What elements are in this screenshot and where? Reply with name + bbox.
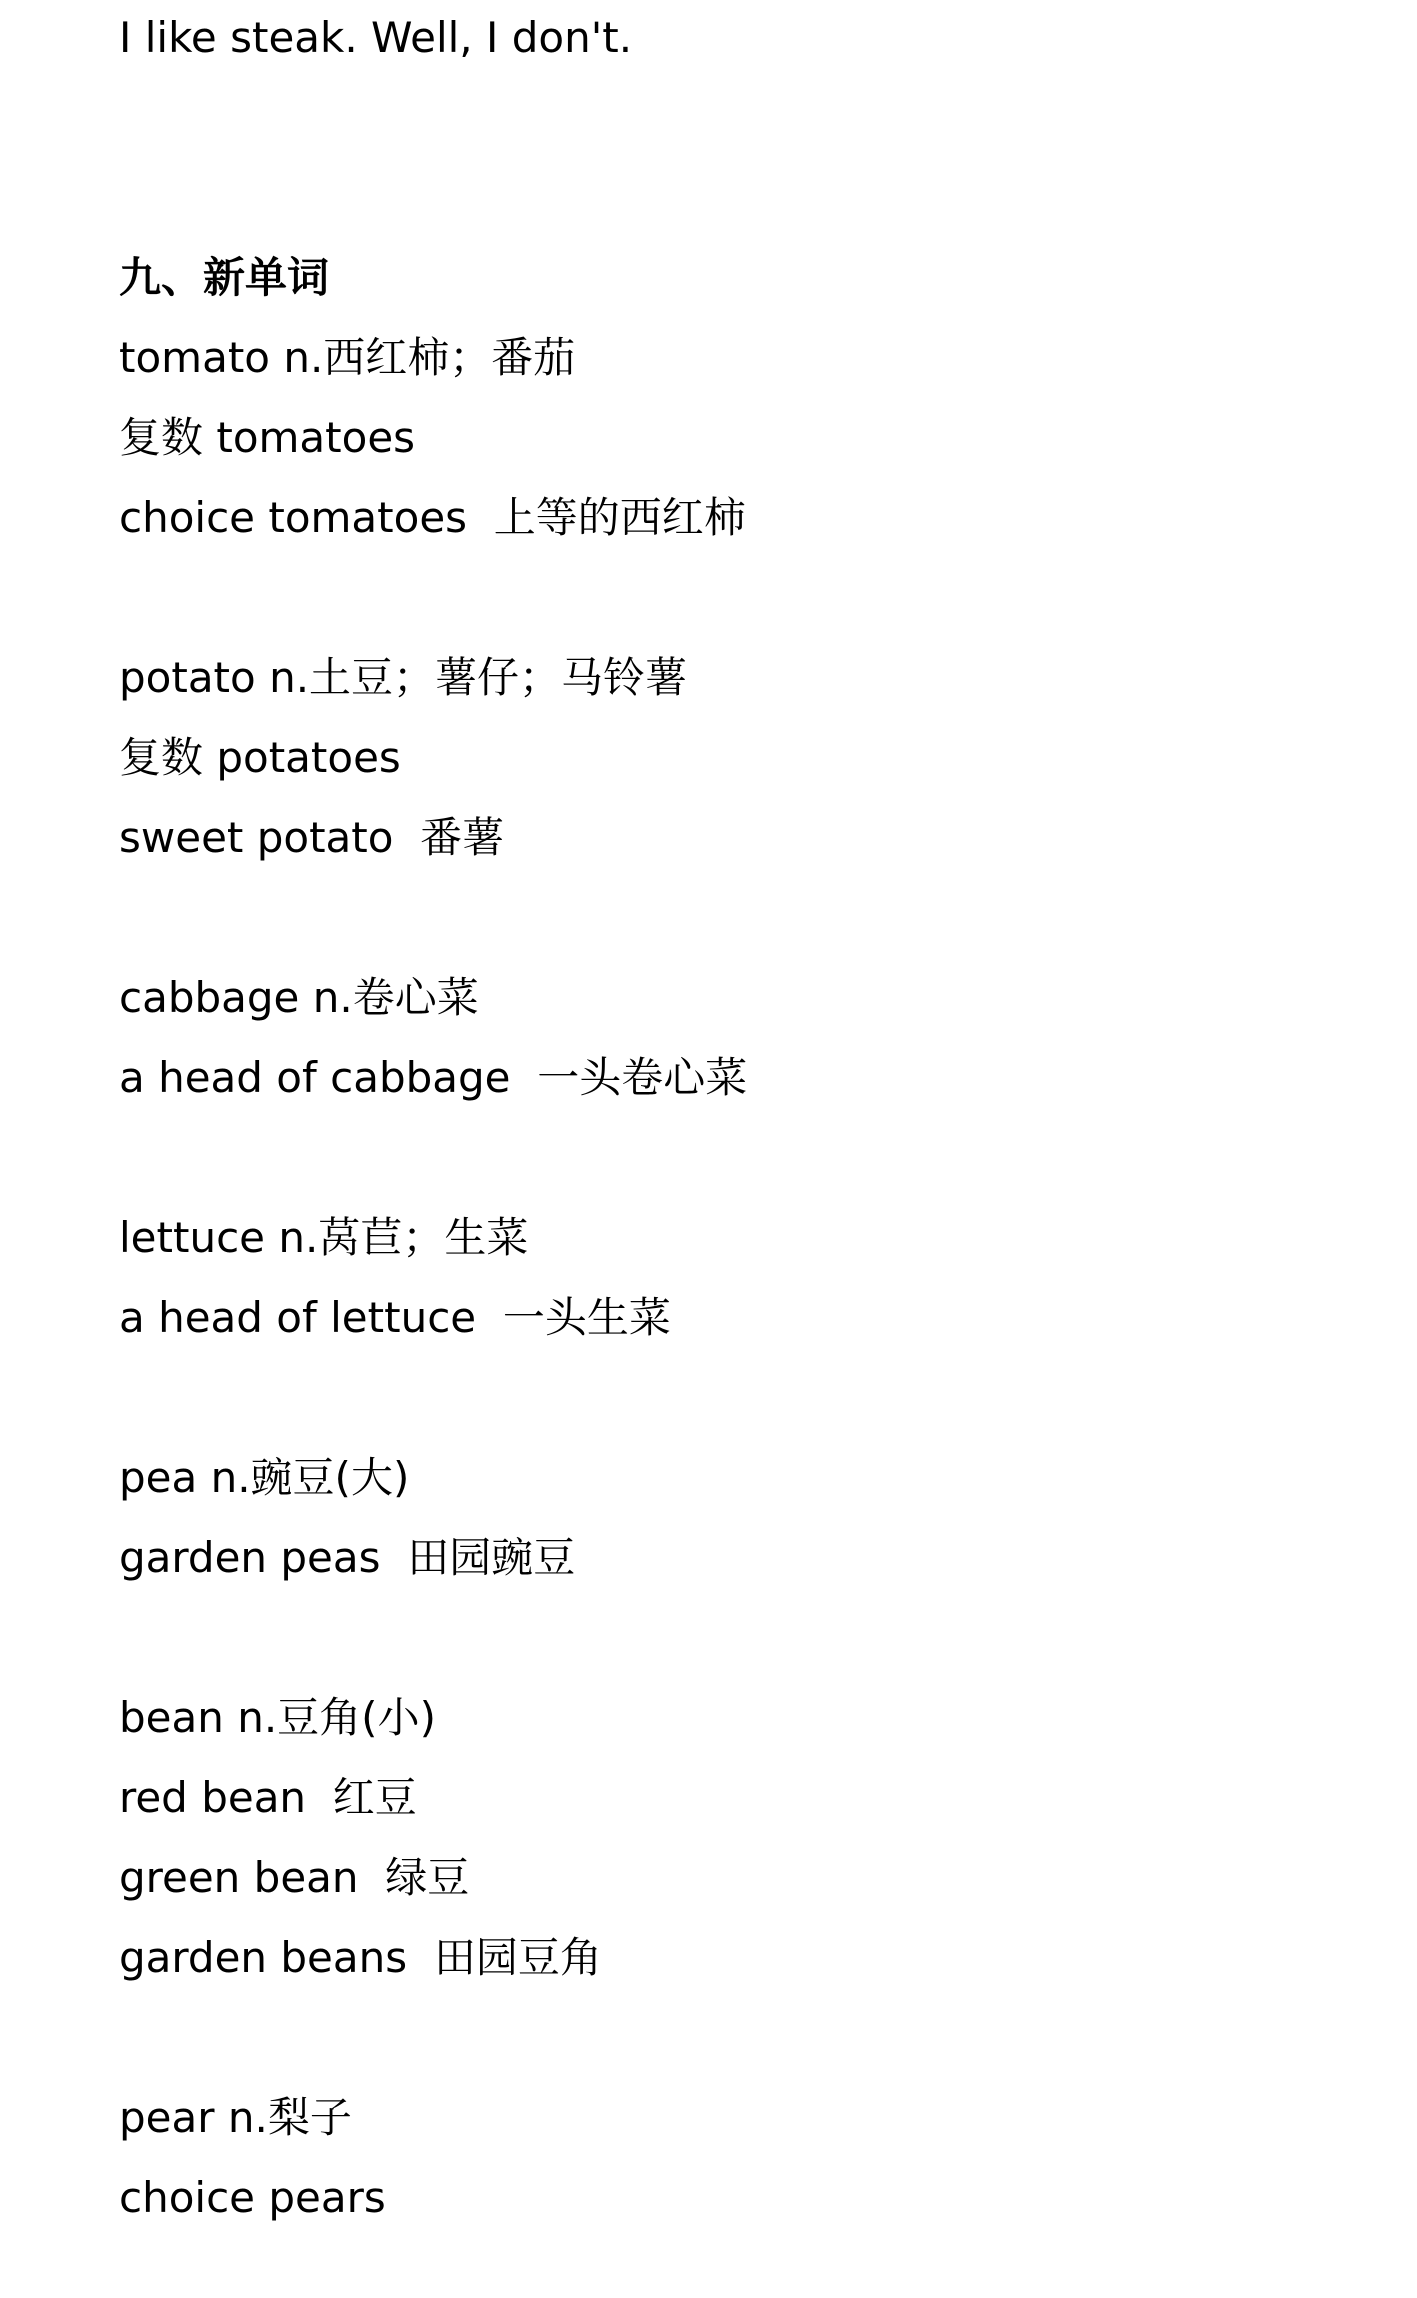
intro-line: I like steak. Well, I don't. — [119, 13, 633, 62]
vocab-line: lettuce n.莴苣；生菜 — [119, 1213, 529, 1262]
vocab-line: 复数 tomatoes — [119, 413, 416, 462]
vocab-line: pea n.豌豆(大) — [119, 1453, 410, 1502]
vocab-line: cabbage n.卷心菜 — [119, 973, 479, 1022]
section-heading: 九、新单词 — [119, 253, 330, 302]
vocab-line: tomato n.西红柿；番茄 — [119, 333, 576, 382]
vocab-line: potato n.土豆；薯仔；马铃薯 — [119, 653, 688, 702]
vocab-line: pear n.梨子 — [119, 2093, 352, 2142]
vocab-line: bean n.豆角(小) — [119, 1693, 436, 1742]
vocab-line: a head of lettuce 一头生菜 — [119, 1293, 671, 1342]
vocab-line: garden peas 田园豌豆 — [119, 1533, 576, 1582]
vocab-line: green bean 绿豆 — [119, 1853, 470, 1902]
vocab-line: a head of cabbage 一头卷心菜 — [119, 1053, 748, 1102]
vocab-line: choice tomatoes 上等的西红柿 — [119, 493, 746, 542]
vocab-line: sweet potato 番薯 — [119, 813, 505, 862]
vocab-line: red bean 红豆 — [119, 1773, 417, 1822]
vocab-line: garden beans 田园豆角 — [119, 1933, 602, 1982]
vocab-line: 复数 potatoes — [119, 733, 401, 782]
vocab-line: choice pears — [119, 2173, 386, 2222]
